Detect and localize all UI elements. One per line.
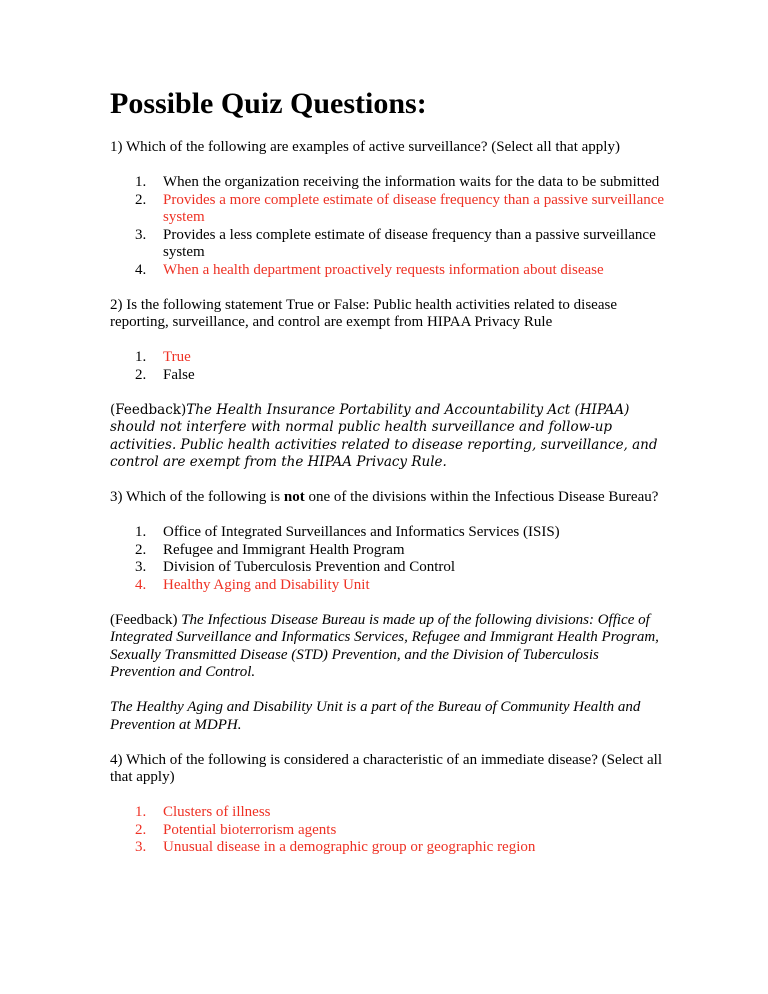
question-block: [110, 139, 666, 279]
answer-item: [135, 839, 666, 857]
page-title: Possible Quiz Questions:: [110, 87, 427, 120]
answer-number: 4.: [135, 261, 147, 278]
question-prompt-text: one of the divisions within the Infectious Disease Bureau?: [304, 489, 659, 505]
answer-number: 2.: [135, 821, 147, 838]
answer-number: 1.: [135, 174, 147, 190]
question-block: [110, 489, 666, 594]
answer-text: Refugee and Immigrant Health Program: [163, 541, 405, 558]
question-prompt-bold-word: not: [283, 489, 305, 505]
answer-number: 3.: [135, 559, 147, 575]
answer-number: 4.: [135, 576, 147, 593]
answer-text: When the organization receiving the information waits for the data to be submitted: [163, 174, 660, 190]
answer-item: [135, 822, 666, 840]
answer-item: [135, 804, 666, 822]
answer-text: Clusters of illness: [163, 804, 271, 820]
answer-text: Office of Integrated Surveillances and Informatics Services (ISIS): [163, 524, 560, 540]
answer-item: [135, 262, 666, 280]
answer-number: 3.: [135, 226, 147, 243]
answer-number: 1.: [135, 524, 147, 540]
answer-text: Potential bioterrorism agents: [163, 821, 337, 838]
feedback-paragraph: [110, 699, 666, 734]
answer-number: 1.: [135, 804, 147, 820]
answer-item: [135, 559, 666, 577]
question-prompt-text: 3) Which of the following is: [110, 489, 284, 505]
question-prompt: [110, 752, 666, 787]
feedback-paragraph: [110, 402, 666, 472]
feedback-text: The Health Insurance Portability and Accountability Act (HIPAA) should not interfere with normal public health surveillance and follow-up activities. Public health activities related to disease reporting, surveillance, and control are exempt from the HIPAA Privacy Rule.: [110, 401, 658, 470]
answer-number: 2.: [135, 191, 147, 208]
question-prompt-text: 1) Which of the following are examples of active surveillance? (Select all that apply): [110, 139, 620, 155]
answer-list: [110, 174, 666, 279]
answer-list: [110, 524, 666, 594]
question-prompt: [110, 297, 666, 332]
feedback-text: The Healthy Aging and Disability Unit is a part of the Bureau of Community Health and Prevention at MDPH.: [110, 699, 641, 733]
feedback-label: (Feedback): [110, 611, 182, 628]
answer-item: [135, 227, 666, 262]
document-blocks: [110, 139, 666, 857]
answer-text: Unusual disease in a demographic group or geographic region: [163, 839, 536, 855]
answer-text: Division of Tuberculosis Prevention and Control: [163, 559, 456, 575]
question-block: [110, 297, 666, 385]
question-prompt: [110, 139, 666, 157]
answer-number: 2.: [135, 541, 147, 558]
question-block: [110, 752, 666, 857]
document-content: [110, 86, 666, 874]
answer-item: [135, 349, 666, 367]
question-prompt-text: 4) Which of the following is considered a characteristic of an immediate disease? (Select all that apply): [110, 751, 663, 785]
answer-item: [135, 524, 666, 542]
answer-number: 2.: [135, 366, 147, 383]
answer-text: When a health department proactively requests information about disease: [163, 261, 604, 278]
answer-text: Provides a less complete estimate of disease frequency than a passive surveillance system: [163, 226, 656, 260]
answer-text: True: [163, 349, 191, 365]
answer-item: [135, 192, 666, 227]
feedback-text: The Infectious Disease Bureau is made up of the following divisions: Office of Integrated Surveillance and Informatics Services, Refugee and Immigrant Health Program, Sexually Transmitted Disease (STD) Prevention, and the Division of Tuberculosis Prevention and Control.: [110, 611, 659, 680]
answer-text: Provides a more complete estimate of disease frequency than a passive surveillance system: [163, 191, 665, 225]
answer-item: [135, 577, 666, 595]
feedback-paragraph: [110, 612, 666, 682]
answer-number: 3.: [135, 839, 147, 855]
answer-item: [135, 174, 666, 192]
question-prompt: [110, 489, 666, 507]
answer-item: [135, 367, 666, 385]
answer-number: 1.: [135, 349, 147, 365]
answer-list: [110, 349, 666, 384]
answer-text: Healthy Aging and Disability Unit: [163, 576, 370, 593]
feedback-label: (Feedback): [110, 401, 187, 418]
question-prompt-text: 2) Is the following statement True or False: Public health activities related to disease reporting, surveillance, and control are exempt from HIPAA Privacy Rule: [110, 296, 617, 330]
answer-text: False: [163, 366, 195, 383]
answer-item: [135, 542, 666, 560]
answer-list: [110, 804, 666, 857]
